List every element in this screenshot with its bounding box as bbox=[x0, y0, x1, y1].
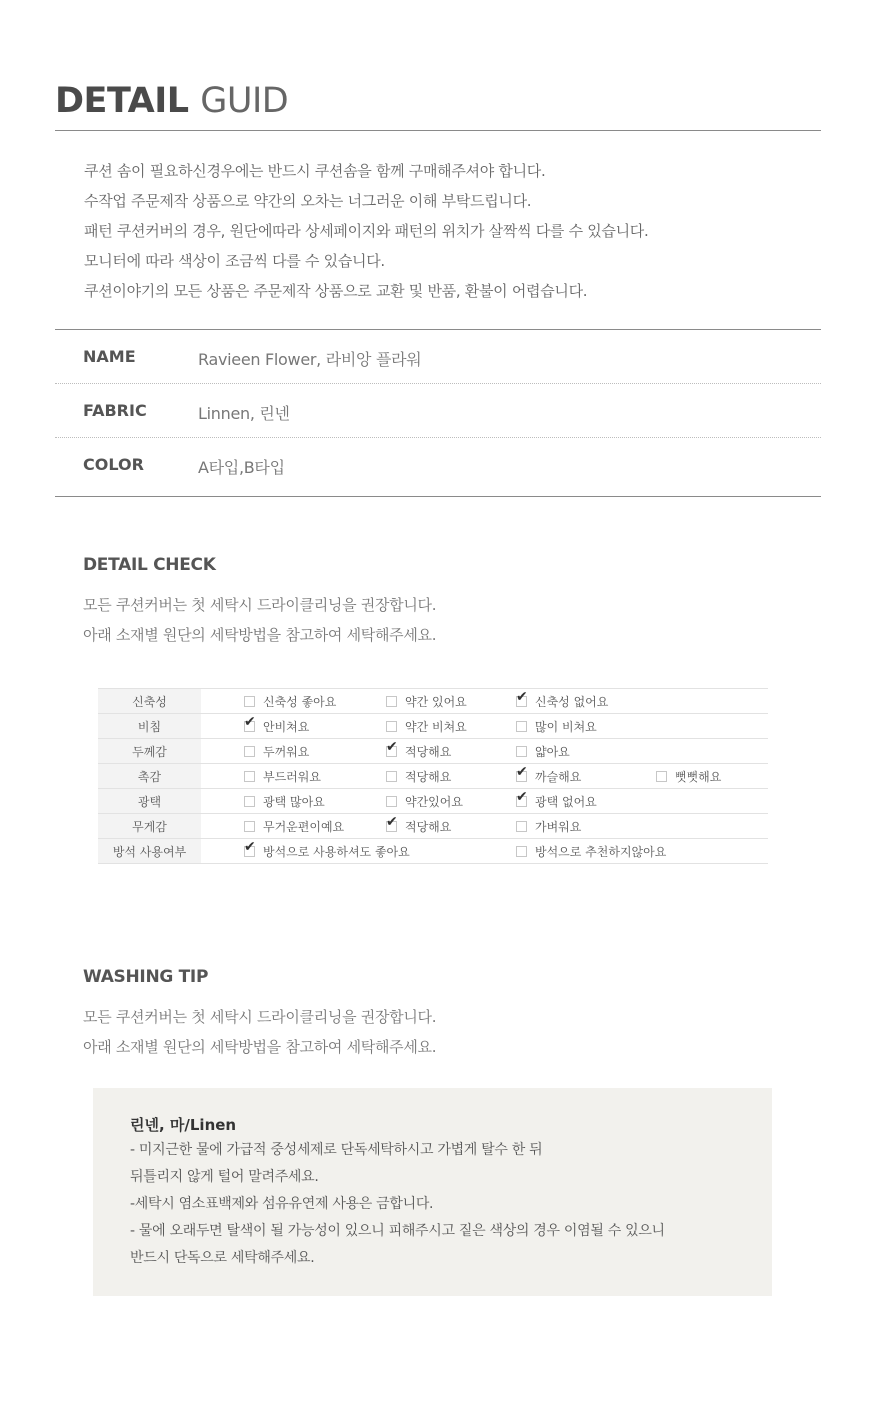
check-option bbox=[386, 718, 467, 735]
check-option bbox=[516, 818, 581, 835]
check-option bbox=[244, 743, 309, 760]
detail-check-table bbox=[98, 688, 768, 864]
spec-key: COLOR bbox=[83, 455, 144, 474]
washing-guide-item: -세탁시 염소표백제와 섬유유연제 사용은 금합니다. bbox=[130, 1196, 434, 1212]
spec-table bbox=[55, 330, 821, 491]
page-title-light: GUID bbox=[200, 81, 289, 121]
spec-value: Linnen, 린넨 bbox=[198, 404, 290, 423]
check-option bbox=[244, 768, 321, 785]
check-row bbox=[98, 839, 768, 864]
notice-item: 패턴 쿠션커버의 경우, 원단에따라 상세페이지와 패턴의 위치가 살짝씩 다를 수 있습니다. bbox=[84, 222, 649, 240]
check-option-label: 무거운편이예요 bbox=[263, 820, 345, 834]
check-option-label: 까슬해요 bbox=[535, 770, 582, 784]
washing-tip-line: 아래 소재별 원단의 세탁방법을 참고하여 세탁해주세요. bbox=[83, 1038, 437, 1056]
check-row-options bbox=[201, 689, 768, 714]
check-row bbox=[98, 714, 768, 739]
check-option-label: 약간있어요 bbox=[405, 795, 463, 809]
check-option bbox=[516, 768, 581, 785]
check-row-label: 방석 사용여부 bbox=[98, 839, 201, 864]
checked-box-icon bbox=[386, 746, 397, 757]
checked-box-icon bbox=[516, 796, 527, 807]
check-option-label: 두꺼워요 bbox=[263, 745, 310, 759]
check-option bbox=[386, 743, 451, 760]
check-option-label: 얇아요 bbox=[535, 745, 570, 759]
washing-guide-item: - 물에 오래두면 탈색이 될 가능성이 있으니 피해주시고 짙은 색상의 경우 이염될 수 있으니 bbox=[130, 1223, 665, 1239]
check-option bbox=[516, 843, 666, 860]
notice-item: 쿠션이야기의 모든 상품은 주문제작 상품으로 교환 및 반품, 환불이 어렵습니다. bbox=[84, 282, 588, 300]
check-row-label: 신축성 bbox=[98, 689, 201, 714]
check-row-options bbox=[201, 814, 768, 839]
spec-bottom-divider bbox=[55, 496, 821, 497]
title-divider bbox=[55, 130, 821, 131]
check-option-label: 광택 없어요 bbox=[535, 795, 597, 809]
check-option-label: 약간 있어요 bbox=[405, 695, 467, 709]
spec-value: Ravieen Flower, 라비앙 플라워 bbox=[198, 350, 422, 369]
check-option bbox=[244, 718, 309, 735]
unchecked-box-icon bbox=[386, 696, 397, 707]
check-option-label: 방석으로 추천하지않아요 bbox=[535, 845, 667, 859]
unchecked-box-icon bbox=[244, 771, 255, 782]
check-row-label: 광택 bbox=[98, 789, 201, 814]
check-option-label: 많이 비쳐요 bbox=[535, 720, 597, 734]
check-option bbox=[386, 818, 451, 835]
detail-check-text bbox=[83, 590, 436, 650]
check-option bbox=[386, 768, 451, 785]
checked-box-icon bbox=[244, 846, 255, 857]
unchecked-box-icon bbox=[386, 796, 397, 807]
unchecked-box-icon bbox=[656, 771, 667, 782]
check-row-options bbox=[201, 739, 768, 764]
check-row-label: 무게감 bbox=[98, 814, 201, 839]
unchecked-box-icon bbox=[244, 821, 255, 832]
check-row bbox=[98, 689, 768, 714]
detail-check-line: 아래 소재별 원단의 세탁방법을 참고하여 세탁해주세요. bbox=[83, 626, 437, 644]
washing-guide-list bbox=[130, 1137, 665, 1272]
check-option-label: 뻣뻣해요 bbox=[675, 770, 722, 784]
check-row bbox=[98, 764, 768, 789]
unchecked-box-icon bbox=[244, 746, 255, 757]
unchecked-box-icon bbox=[386, 721, 397, 732]
checked-box-icon bbox=[244, 721, 255, 732]
washing-guide-item: 반드시 단독으로 세탁해주세요. bbox=[130, 1250, 315, 1266]
check-option-label: 부드러워요 bbox=[263, 770, 321, 784]
check-row-label: 비침 bbox=[98, 714, 201, 739]
check-row bbox=[98, 814, 768, 839]
check-option bbox=[656, 768, 721, 785]
unchecked-box-icon bbox=[244, 796, 255, 807]
washing-guide-box bbox=[93, 1088, 772, 1296]
washing-guide-heading: 린넨, 마/Linen bbox=[130, 1116, 237, 1134]
check-row-label: 촉감 bbox=[98, 764, 201, 789]
spec-row-fabric bbox=[55, 384, 821, 438]
check-row-options bbox=[201, 714, 768, 739]
washing-guide-item: 뒤틀리지 않게 털어 말려주세요. bbox=[130, 1169, 319, 1185]
unchecked-box-icon bbox=[516, 721, 527, 732]
unchecked-box-icon bbox=[386, 771, 397, 782]
check-option-label: 신축성 없어요 bbox=[535, 695, 609, 709]
check-option bbox=[386, 793, 463, 810]
page-title-bold: DETAIL bbox=[55, 81, 189, 121]
washing-guide-item: - 미지근한 물에 가급적 중성세제로 단독세탁하시고 가볍게 탈수 한 뒤 bbox=[130, 1142, 543, 1158]
notice-item: 쿠션 솜이 필요하신경우에는 반드시 쿠션솜을 함께 구매해주셔야 합니다. bbox=[84, 162, 546, 180]
spec-value: A타입,B타입 bbox=[198, 458, 285, 477]
unchecked-box-icon bbox=[516, 821, 527, 832]
check-row-options bbox=[201, 839, 768, 864]
notice-list bbox=[84, 156, 648, 306]
spec-row-name bbox=[55, 330, 821, 384]
unchecked-box-icon bbox=[516, 846, 527, 857]
spec-key: NAME bbox=[83, 347, 136, 366]
checked-box-icon bbox=[516, 771, 527, 782]
check-option bbox=[386, 693, 467, 710]
check-option bbox=[244, 793, 325, 810]
unchecked-box-icon bbox=[516, 746, 527, 757]
page-title bbox=[55, 78, 288, 124]
washing-tip-text bbox=[83, 1002, 436, 1062]
check-row-options bbox=[201, 789, 768, 814]
check-option bbox=[516, 693, 608, 710]
check-option-label: 안비쳐요 bbox=[263, 720, 310, 734]
check-option-label: 적당해요 bbox=[405, 770, 452, 784]
check-row bbox=[98, 789, 768, 814]
washing-tip-line: 모든 쿠션커버는 첫 세탁시 드라이클리닝을 권장합니다. bbox=[83, 1008, 437, 1026]
check-option bbox=[516, 718, 597, 735]
check-option bbox=[244, 818, 344, 835]
checked-box-icon bbox=[386, 821, 397, 832]
detail-check-line: 모든 쿠션커버는 첫 세탁시 드라이클리닝을 권장합니다. bbox=[83, 596, 437, 614]
check-row bbox=[98, 739, 768, 764]
spec-key: FABRIC bbox=[83, 401, 147, 420]
check-option-label: 광택 많아요 bbox=[263, 795, 325, 809]
check-option-label: 적당해요 bbox=[405, 745, 452, 759]
check-option-label: 방석으로 사용하셔도 좋아요 bbox=[263, 845, 410, 859]
check-row-label: 두께감 bbox=[98, 739, 201, 764]
check-option-label: 적당해요 bbox=[405, 820, 452, 834]
check-option-label: 신축성 좋아요 bbox=[263, 695, 337, 709]
unchecked-box-icon bbox=[244, 696, 255, 707]
notice-item: 수작업 주문제작 상품으로 약간의 오차는 너그러운 이해 부탁드립니다. bbox=[84, 192, 532, 210]
check-option bbox=[244, 843, 410, 860]
check-row-options bbox=[201, 764, 768, 789]
check-option bbox=[516, 743, 570, 760]
notice-item: 모니터에 따라 색상이 조금씩 다를 수 있습니다. bbox=[84, 252, 385, 270]
check-option bbox=[244, 693, 336, 710]
spec-row-color bbox=[55, 438, 821, 491]
detail-check-title: DETAIL CHECK bbox=[83, 555, 216, 575]
washing-tip-title: WASHING TIP bbox=[83, 967, 209, 987]
check-option-label: 가벼워요 bbox=[535, 820, 582, 834]
check-option-label: 약간 비쳐요 bbox=[405, 720, 467, 734]
checked-box-icon bbox=[516, 696, 527, 707]
check-option bbox=[516, 793, 597, 810]
